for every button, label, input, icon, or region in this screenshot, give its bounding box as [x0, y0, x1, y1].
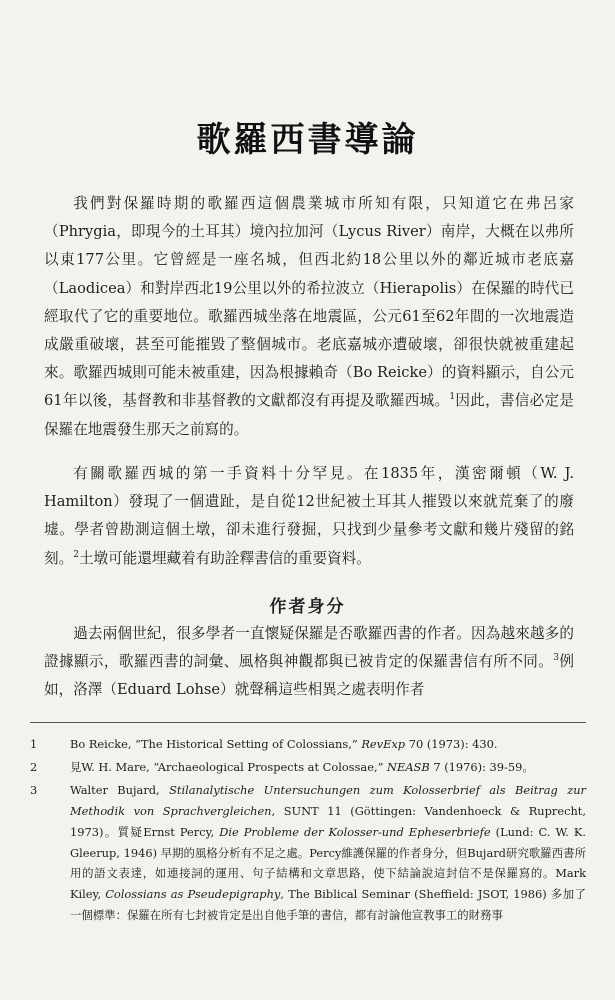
footnote-text-part: Walter Bujard,	[70, 782, 170, 797]
book-title: Colossians as Pseudepigraphy	[105, 887, 281, 902]
footnote-text-part: Bo Reicke, “The Historical Setting of Colossians,”	[70, 737, 362, 751]
paragraph-body: 我們對保羅時期的歌羅西這個農業城市所知有限，只知道它在弗呂家（Phrygia，即現今的土耳其）境內拉加河（Lycus River）南岸，大概在以弗所以東177公里。它曾經是一座名城，但西北約18公里以外的鄰近城市老底嘉（Laodicea）和對岸西北19公里以外的希拉波立（Hierapolis）在保羅的時代已經取代了它的重要地位。歌羅西城坐落在地震區，公元61至62年間的一次地震造成嚴重破壞，甚至可能摧毀了整個城市。老底嘉城亦遭破壞，卻很快就被重建起來。歌羅西城則可能未被重建，因為根據賴奇（Bo Reicke）的資料顯示，自公元61年以後，基督教和非基督教的文獻都沒有再提及歌羅西城。	[44, 195, 574, 410]
footnote-ref-3[interactable]: 3	[553, 653, 559, 664]
book-title: Die Probleme der Kolosser-und Epheserbriefe	[219, 824, 491, 839]
intro-paragraph-2	[44, 460, 574, 573]
footnote-text-part: , The Biblical Seminar (Sheffield: JSOT, 1986) 多加了一個標準：保羅在所有七封被肯定是出自他手筆的書信，都有討論他宣教事工的財務事	[70, 887, 586, 923]
paragraph-body: 有關歌羅西城的第一手資料十分罕見。在1835年，漢密爾頓（W. J. Hamilton）發現了一個遺趾，是自從12世紀被土耳其人摧毀以來就荒棄了的廢墟。學者曾勘測這個土墩，卻未進行發掘，只找到少量參考文獻和幾片殘留的銘刻。	[44, 465, 574, 567]
footnote-2	[30, 757, 586, 778]
footnote-text	[70, 757, 586, 778]
paragraph-text	[44, 460, 574, 573]
footnote-text-part: , SUNT 11 (Göttingen: Vandenhoeck & Ruprecht, 1973)。質疑Ernst Percy,	[70, 803, 586, 839]
paragraph-text	[44, 620, 574, 705]
footnote-number: 3	[30, 782, 38, 797]
footnote-3	[30, 780, 586, 926]
footnote-number: 1	[30, 737, 38, 751]
footnote-text	[70, 780, 586, 926]
intro-paragraph-1	[44, 190, 574, 444]
chapter-title: 歌羅西書導論	[196, 120, 419, 160]
paragraph-tail: 因此，書信必定是保羅在地震發生那天之前寫的。	[44, 392, 574, 438]
footnote-text-part: (Lund: C. W. K. Gleerup, 1946) 早期的風格分析有不足之處。Percy維護保羅的作者身分，但Bujard研究歌羅西書所用的語文表達，如連接詞的運用、句子結構和文章思路，使下結論說這封信不是保羅寫的。Mark Kiley,	[70, 824, 586, 902]
footnote-text	[70, 734, 586, 755]
paragraph-tail: 例如，洛澤（Eduard Lohse）就聲稱這些相異之處表明作者	[44, 653, 574, 699]
footnote-1	[30, 734, 586, 755]
journal-title: RevExp	[361, 737, 406, 751]
footnote-text-part: 7 (1976): 39-59。	[429, 759, 534, 774]
paragraph-text	[44, 190, 574, 444]
footnote-text-part: 見W. H. Mare, “Archaeological Prospects at Colossae,”	[70, 759, 388, 774]
footnote-ref-1[interactable]: 1	[449, 392, 456, 403]
paragraph-tail: 土墩可能還埋藏着有助詮釋書信的重要資料。	[78, 549, 371, 567]
section-heading: 作者身分	[269, 597, 346, 617]
book-title: Stilanalytische Untersuchungen zum Kolosserbrief als Beitrag zur Methodik von Sprachvergleichen	[70, 782, 586, 818]
footnote-text-part: 70 (1973): 430.	[405, 737, 498, 751]
journal-title: NEASB	[387, 759, 430, 774]
authorship-paragraph	[44, 620, 574, 705]
footnote-number: 2	[30, 759, 38, 774]
footnote-divider	[30, 722, 586, 723]
footnotes	[30, 734, 586, 926]
footnote-ref-2[interactable]: 2	[73, 549, 79, 560]
paragraph-body: 過去兩個世紀，很多學者一直懷疑保羅是否歌羅西書的作者。因為越來越多的證據顯示，歌羅西書的詞彙、風格與神觀都與已被肯定的保羅書信有所不同。	[44, 625, 574, 671]
